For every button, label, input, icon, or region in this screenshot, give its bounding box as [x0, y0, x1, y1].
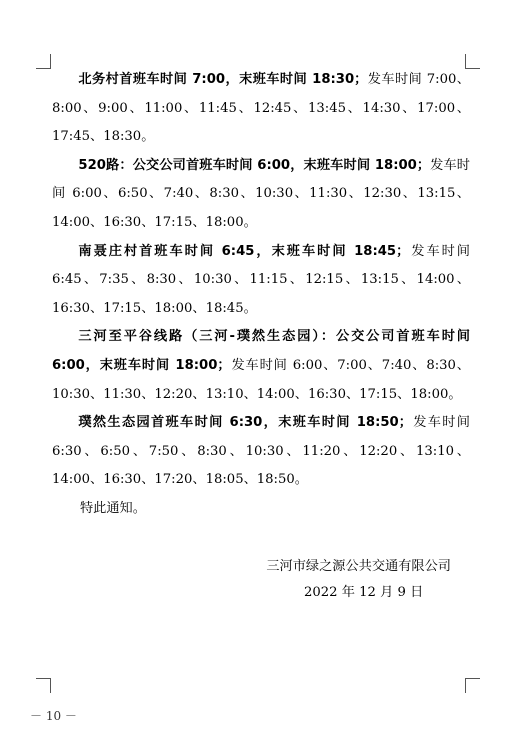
- closing-notice: 特此通知。: [80, 501, 146, 516]
- schedule-times: 发车时间 6:00、6:50、7:40、8:30、10:30、11:30、12:30、13:15、14:00、16:30、17:15、18:00。: [52, 157, 470, 230]
- signature-date: 2022 年 12 月 9 日: [304, 585, 424, 600]
- crop-mark-bottom-right: [465, 678, 480, 693]
- schedule-list: [52, 66, 470, 495]
- schedule-paragraph: [52, 323, 470, 409]
- schedule-paragraph: [52, 409, 470, 495]
- crop-mark-top-left: [36, 54, 51, 69]
- schedule-times: 发车时间 6:00、7:00、7:40、8:30、10:30、11:30、12:20、13:10、14:00、16:30、17:15、18:00。: [52, 357, 470, 402]
- schedule-heading: 南聂庄村首班车时间 6:45，末班车时间 18:45；: [78, 243, 410, 259]
- schedule-heading: 三河至平谷线路（三河-璞然生态园）：公交公司首班车时间 6:00，末班车时间 18:00；: [52, 329, 470, 373]
- schedule-times: 发车时间 7:00、8:00、9:00、11:00、11:45、12:45、13:45、14:30、17:00、17:45、18:30。: [52, 72, 470, 145]
- schedule-heading: 北务村首班车时间 7:00，末班车时间 18:30；: [78, 72, 368, 87]
- schedule-paragraph: [52, 66, 470, 152]
- schedule-paragraph: [52, 152, 470, 238]
- schedule-heading: 520路：公交公司首班车时间 6:00，末班车时间 18:00；: [78, 157, 431, 173]
- schedule-times: 发车时间 6:45、7:35、8:30、10:30、11:15、12:15、13:15、14:00、16:30、17:15、18:00、18:45。: [52, 243, 470, 316]
- schedule-paragraph: [52, 238, 470, 324]
- signature-company: 三河市绿之源公共交通有限公司: [266, 559, 451, 574]
- page-number: － 10 －: [30, 709, 77, 723]
- schedule-heading: 璞然生态园首班车时间 6:30，末班车时间 18:50；: [78, 415, 412, 431]
- schedule-times: 发车时间 6:30、6:50、7:50、8:30、10:30、11:20、12:20、13:10、14:00、16:30、17:20、18:05、18:50。: [52, 415, 470, 488]
- crop-mark-bottom-left: [36, 678, 51, 693]
